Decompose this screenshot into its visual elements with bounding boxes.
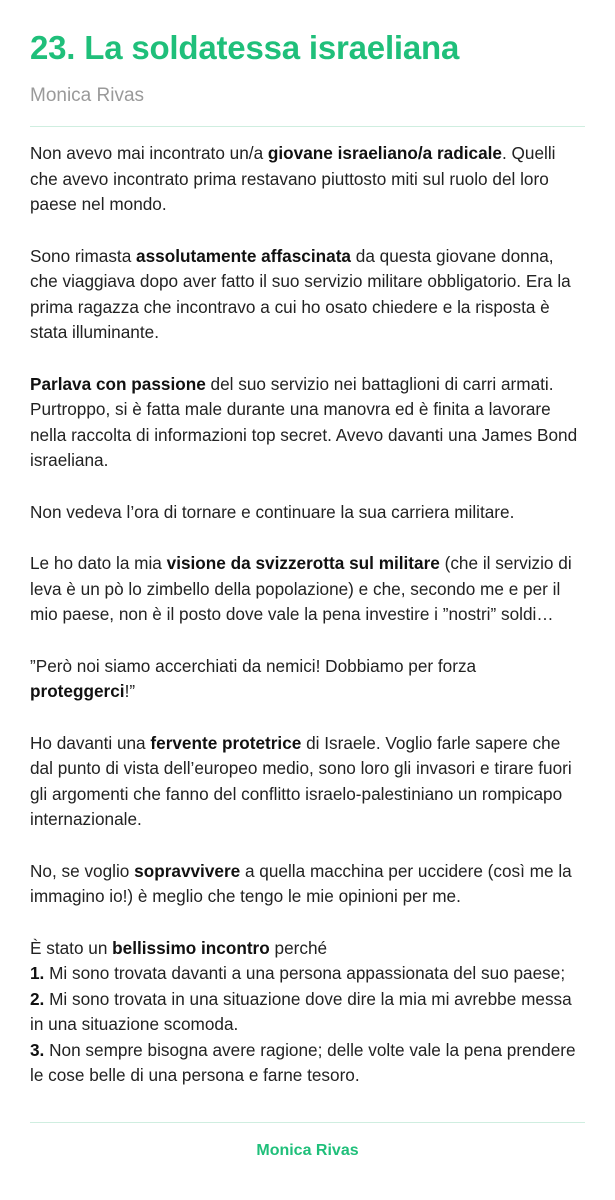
- paragraph: [30, 500, 585, 526]
- text-run: ”Però noi siamo accerchiati da nemici! Dobbiamo per forza: [30, 655, 477, 676]
- paragraph: [30, 731, 585, 833]
- text-run: perché: [269, 937, 328, 958]
- paragraph: [30, 859, 585, 910]
- paragraph: [30, 654, 585, 705]
- text-run: Non avevo mai incontrato un/a: [30, 143, 268, 163]
- article-body: [30, 141, 585, 1089]
- author-name: Monica Rivas: [30, 85, 145, 106]
- footer-signature: Monica Rivas: [256, 1142, 359, 1159]
- text-run: Non vedeva l’ora di tornare e continuare la sua carriera militare.: [30, 501, 515, 522]
- text-run: (che il servizio di leva è un pò lo zimbello della popolazione) e che, secondo me e per il mio paese, non è il posto dove vale la pena investire i ”nostri” soldi…: [30, 553, 572, 624]
- text-run: !”: [124, 681, 136, 701]
- paragraph: [30, 244, 585, 346]
- text-run: Sono rimasta: [30, 245, 137, 266]
- bold-text: assolutamente affascinata: [136, 245, 351, 266]
- text-run: È stato un: [30, 937, 113, 958]
- header-divider: [30, 126, 585, 127]
- bold-text: sopravvivere: [134, 860, 241, 881]
- text-run: Mi sono trovata davanti a una persona appassionata del suo paese;: [44, 963, 566, 983]
- paragraph: [30, 141, 585, 218]
- bold-text: fervente protetrice: [150, 732, 302, 753]
- text-run: . Quelli che avevo incontrato prima restavano piuttosto miti sul ruolo del loro paese nel mondo.: [30, 143, 556, 214]
- bold-text: 2.: [30, 988, 45, 1009]
- text-run: No, se voglio: [30, 860, 135, 881]
- paragraph: [30, 936, 585, 1089]
- text-run: Ho davanti una: [30, 732, 151, 753]
- text-run: Mi sono trovata in una situazione dove dire la mia mi avrebbe messa in una situazione scomoda.: [30, 988, 572, 1034]
- page-title: 23. La soldatessa israeliana: [30, 29, 460, 66]
- paragraph: [30, 551, 585, 628]
- bold-text: 3.: [30, 1039, 45, 1060]
- footer-divider: [30, 1122, 585, 1123]
- bold-text: visione da svizzerotta sul militare: [166, 553, 440, 573]
- bold-text: 1.: [30, 963, 45, 983]
- bold-text: Parlava con passione: [30, 373, 206, 394]
- text-run: da questa giovane donna, che viaggiava dopo aver fatto il suo servizio militare obbligatorio. Era la prima ragazza che incontravo a cui ho osato chiedere e la risposta è stata illuminante.: [30, 245, 571, 342]
- text-run: Le ho dato la mia: [30, 553, 167, 573]
- bold-text: proteggerci: [30, 681, 125, 701]
- text-run: a quella macchina per uccidere (così me la immagino io!) è meglio che tengo le mie opinioni per me.: [30, 860, 572, 906]
- text-run: di Israele. Voglio farle sapere che dal punto di vista dell’europeo medio, sono loro gli invasori e tirare fuori gli argomenti che fanno del conflitto israelo-palestiniano un rompicapo internazionale.: [30, 732, 572, 829]
- bold-text: giovane israeliano/a radicale: [267, 143, 502, 163]
- text-run: del suo servizio nei battaglioni di carri armati. Purtroppo, si è fatta male durante una manovra ed è finita a lavorare nella raccolta di informazioni top secret. Avevo davanti una James Bond israeliana.: [30, 373, 578, 470]
- text-run: Non sempre bisogna avere ragione; delle volte vale la pena prendere le cose belle di una persona e farne tesoro.: [30, 1039, 576, 1085]
- paragraph: [30, 372, 585, 474]
- bold-text: bellissimo incontro: [112, 937, 270, 958]
